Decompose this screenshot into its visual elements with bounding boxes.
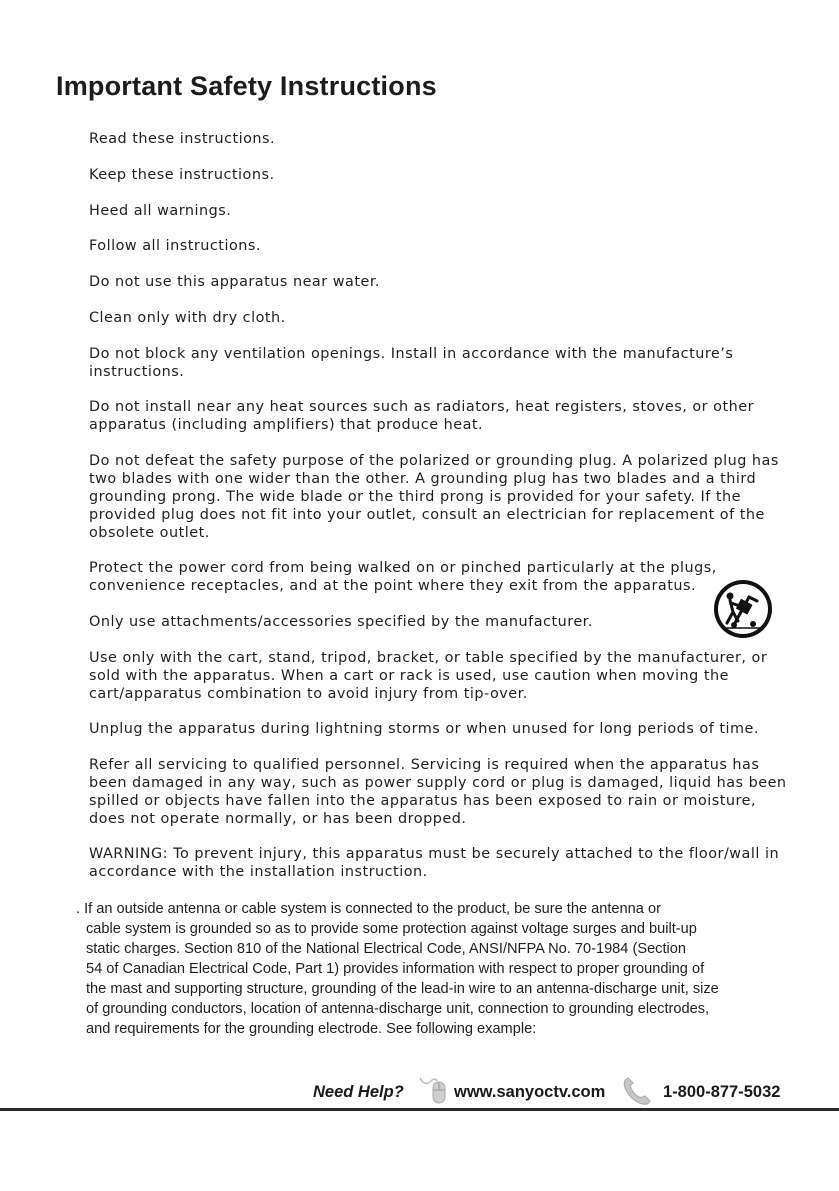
instruction-attachments: [89, 613, 789, 631]
instruction-line: provided plug does not fit into your outlet, consult an electrician for replacement of the: [89, 507, 765, 523]
instruction-line: two blades with one wider than the other. A grounding plug has two blades and a third: [89, 471, 757, 487]
instruction-clean: [89, 309, 789, 327]
instruction-line: been damaged in any way, such as power supply cord or plug is damaged, liquid has been: [89, 775, 787, 791]
instruction-line: convenience receptacles, and at the point where they exit from the apparatus.: [89, 578, 697, 594]
note-line: cable system is grounded so as to provide some protection against voltage surges and built-up: [86, 921, 697, 937]
mouse-icon: [417, 1075, 449, 1105]
instruction-line: spilled or objects have fallen into the apparatus has been exposed to rain or moisture,: [89, 793, 757, 809]
antenna-grounding-note: [76, 899, 796, 1039]
instruction-line: Heed all warnings.: [89, 203, 232, 219]
instruction-line: Protect the power cord from being walked on or pinched particularly at the plugs,: [89, 560, 717, 576]
cart-tip-over-warning-icon: [713, 579, 773, 639]
instruction-line: grounding prong. The wide blade or the third prong is provided for your safety. If the: [89, 489, 741, 505]
instruction-servicing: [89, 756, 789, 828]
instruction-water: [89, 273, 789, 291]
instruction-line: Keep these instructions.: [89, 167, 275, 183]
instruction-cart: [89, 649, 789, 703]
support-website-link[interactable]: www.sanyoctv.com: [454, 1083, 606, 1101]
instruction-line: sold with the apparatus. When a cart or rack is used, use caution when moving the: [89, 668, 729, 684]
instruction-line: Only use attachments/accessories specified by the manufacturer.: [89, 614, 593, 630]
support-phone-number[interactable]: 1-800-877-5032: [663, 1083, 781, 1101]
instruction-heed-warnings: [89, 202, 789, 220]
instruction-follow: [89, 237, 789, 255]
note-line: 54 of Canadian Electrical Code, Part 1) provides information with respect to proper grounding of: [86, 961, 705, 977]
note-line: of grounding conductors, location of antenna-discharge unit, connection to grounding electrodes,: [86, 1001, 710, 1017]
instruction-polarized-plug: [89, 452, 789, 542]
instruction-read: [89, 130, 789, 148]
instruction-line: Do not block any ventilation openings. Install in accordance with the manufacture’s: [89, 346, 734, 362]
instruction-line: apparatus (including amplifiers) that produce heat.: [89, 417, 484, 433]
note-line: and requirements for the grounding electrode. See following example:: [86, 1021, 537, 1037]
note-line: . If an outside antenna or cable system is connected to the product, be sure the antenna or: [76, 901, 661, 917]
note-line: static charges. Section 810 of the National Electrical Code, ANSI/NFPA No. 70-1984 (Section: [86, 941, 687, 957]
instruction-heat-sources: [89, 398, 789, 434]
instruction-line: Clean only with dry cloth.: [89, 310, 286, 326]
instruction-line: Read these instructions.: [89, 131, 276, 147]
instruction-line: accordance with the installation instruction.: [89, 864, 428, 880]
instruction-line: Refer all servicing to qualified personnel. Servicing is required when the apparatus has: [89, 757, 760, 773]
instruction-line: WARNING: To prevent injury, this apparatus must be securely attached to the floor/wall in: [89, 846, 780, 862]
instruction-power-cord: [89, 559, 789, 595]
instruction-line: obsolete outlet.: [89, 525, 210, 541]
instruction-line: Follow all instructions.: [89, 238, 261, 254]
instruction-warning: [89, 845, 789, 881]
page-title: Important Safety Instructions: [56, 71, 437, 101]
help-footer: [0, 1078, 839, 1108]
instruction-unplug: [89, 720, 789, 738]
instruction-line: cart/apparatus combination to avoid injury from tip-over.: [89, 686, 528, 702]
phone-icon: [621, 1076, 655, 1106]
instruction-line: Use only with the cart, stand, tripod, bracket, or table specified by the manufacturer, or: [89, 650, 768, 666]
instruction-ventilation: [89, 345, 789, 381]
instruction-line: Unplug the apparatus during lightning storms or when unused for long periods of time.: [89, 721, 759, 737]
footer-divider: [0, 1108, 839, 1111]
instruction-line: Do not use this apparatus near water.: [89, 274, 380, 290]
instruction-line: Do not defeat the safety purpose of the polarized or grounding plug. A polarized plug has: [89, 453, 779, 469]
instruction-line: Do not install near any heat sources such as radiators, heat registers, stoves, or other: [89, 399, 754, 415]
instruction-line: does not operate normally, or has been dropped.: [89, 811, 467, 827]
instruction-line: instructions.: [89, 364, 185, 380]
note-line: the mast and supporting structure, grounding of the lead-in wire to an antenna-discharge unit, size: [86, 981, 719, 997]
need-help-label: Need Help?: [313, 1083, 404, 1101]
instruction-keep: [89, 166, 789, 184]
